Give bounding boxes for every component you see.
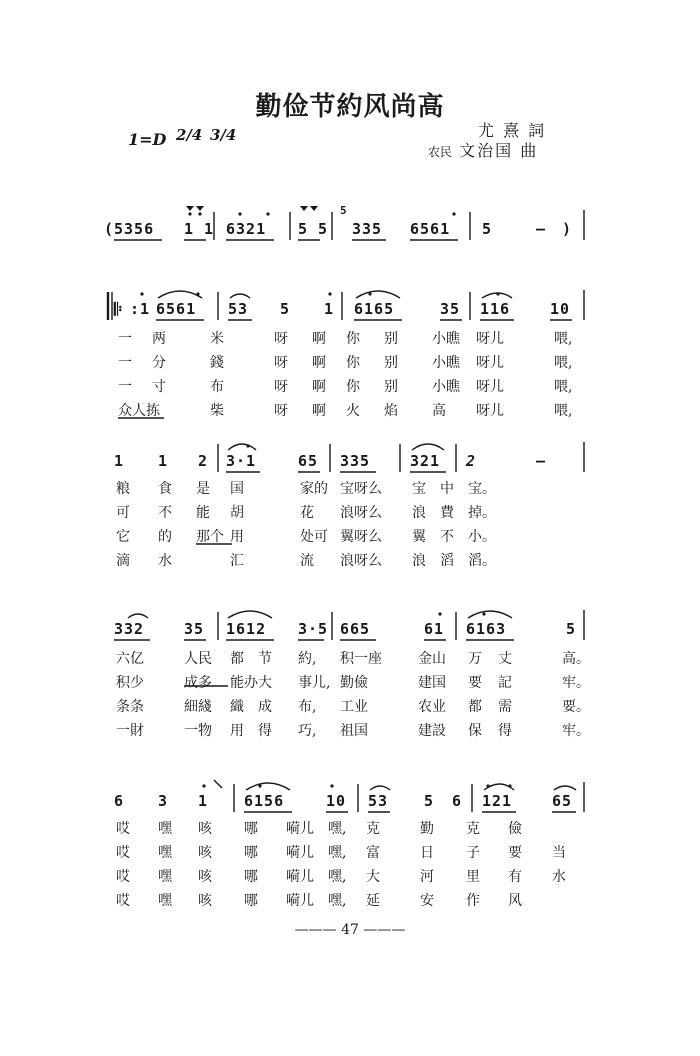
lyric-syllable: 哪 (244, 869, 258, 885)
row1-group-1: :1 (130, 300, 151, 318)
lyric-syllable: 人民 (184, 651, 212, 667)
row4-group-2: 3 (158, 792, 169, 810)
lyric-syllable: 織 (230, 699, 244, 715)
octave-dot (368, 292, 371, 295)
octave-dot (188, 212, 191, 215)
lyric-syllable: 宝。 (468, 481, 496, 497)
row1-group-3: 53 (228, 300, 249, 318)
lyric-syllable: 能办 (230, 675, 258, 691)
lyric-syllable: 細綫 (184, 699, 212, 715)
lyric-syllable: 呀 (274, 379, 288, 395)
lyric-syllable: 滔 (440, 553, 454, 569)
lyric-syllable: 条条 (116, 699, 144, 715)
lyric-syllable: 哎 (116, 845, 130, 861)
slur (412, 444, 444, 450)
octave-dot (246, 444, 249, 447)
lyric-syllable: 哪 (244, 893, 258, 909)
lyric-syllable: 小。 (468, 529, 496, 545)
lyric-syllable: 不 (440, 529, 454, 545)
intro-group-1: 5356 (114, 220, 155, 238)
lyric-syllable: 高 (432, 403, 446, 419)
lyric-syllable: 你 (346, 355, 360, 371)
lyric-syllable: 哪 (244, 821, 258, 837)
lyric-syllable: 呀儿 (476, 331, 504, 347)
lyric-syllable: 宝 (412, 481, 426, 497)
lyric-syllable: 要。 (562, 699, 590, 715)
lyric-syllable: 六亿 (116, 651, 144, 667)
slur (128, 614, 148, 618)
time-signature-a: 2/4 (176, 126, 203, 144)
accent-mark (214, 780, 222, 788)
octave-dot (202, 784, 205, 787)
lyric-syllable: 都 (230, 651, 244, 667)
lyric-syllable: 你 (346, 331, 360, 347)
row4-group-6: 53 (368, 792, 389, 810)
lyric-syllable: 用 (230, 723, 244, 739)
lyric-syllable: 丈 (498, 651, 512, 667)
lyric-syllable: 节 (258, 651, 272, 667)
page-number-rule-left: ——— (294, 922, 337, 938)
lyric-syllable: 記 (498, 675, 512, 691)
fermata-mark (196, 206, 204, 211)
row2-group-7: 321 (410, 452, 441, 470)
lyric-syllable: 哎 (116, 821, 130, 837)
lyric-syllable: 儉 (508, 821, 522, 837)
song-title: 勤俭节約风尚高 (255, 92, 445, 122)
row4-group-4: 6156 (244, 792, 285, 810)
octave-dot (140, 292, 143, 295)
slur (228, 611, 272, 618)
time-signature-b: 3/4 (210, 126, 237, 144)
lyric-syllable: 勤儉 (340, 675, 368, 691)
lyric-syllable: 嘿 (158, 893, 172, 909)
octave-dot (508, 784, 511, 787)
lyric-syllable: 嘿, (328, 869, 347, 885)
lyric-syllable: 嗬儿 (286, 869, 314, 885)
slur (246, 783, 290, 790)
row3-group-4: 3·5 (298, 620, 329, 638)
row3-group-1: 332 (114, 620, 145, 638)
lyric-syllable: 得 (498, 723, 512, 739)
lyric-syllable: 大 (258, 675, 272, 691)
intro-group-5: 335 (352, 220, 383, 238)
lyric-syllable: 水 (158, 553, 172, 569)
lyric-syllable: 日 (420, 845, 434, 861)
lyric-syllable: 一 (118, 355, 132, 371)
lyric-syllable: 有 (508, 869, 522, 885)
lyricist-credit: 尤 熹 詞 (478, 121, 547, 140)
lyric-syllable: 滴 (116, 553, 130, 569)
lyric-syllable: 小瞧 (432, 379, 460, 395)
slur (356, 291, 400, 298)
lyric-syllable: 延 (366, 893, 380, 909)
lyric-syllable: 寸 (152, 379, 166, 395)
lyric-syllable: 宝呀么 (340, 481, 382, 497)
row1-group-9: 10 (550, 300, 571, 318)
key-signature: 1=D (128, 130, 167, 149)
lyric-syllable: 众人拣 (118, 403, 160, 419)
lyric-syllable: 咳 (198, 893, 212, 909)
intro-dash: — (536, 220, 547, 238)
fermata-mark (186, 206, 194, 211)
lyric-syllable: 别 (384, 331, 398, 347)
row2-group-5: 65 (298, 452, 319, 470)
intro-grace-note: 5 (340, 204, 348, 217)
lyric-syllable: 河 (420, 869, 434, 885)
lyric-syllable: 一物 (184, 723, 212, 739)
octave-dot (438, 612, 441, 615)
lyric-syllable: 嘿, (328, 845, 347, 861)
lyric-syllable: 咳 (198, 869, 212, 885)
lyric-syllable: 嘿, (328, 821, 347, 837)
octave-dot (452, 212, 455, 215)
row3-group-5: 665 (340, 620, 371, 638)
octave-dot (258, 784, 261, 787)
fermata-mark (310, 206, 318, 211)
slur (228, 444, 256, 450)
lyric-syllable: 嗬儿 (286, 821, 314, 837)
lyric-syllable: 成 (258, 699, 272, 715)
lyric-syllable: 呀儿 (476, 379, 504, 395)
lyric-syllable: 浪 (412, 505, 426, 521)
octave-dot (496, 292, 499, 295)
lyric-syllable: 滔。 (468, 553, 496, 569)
lyric-syllable: 别 (384, 355, 398, 371)
lyric-syllable: 喂, (554, 331, 573, 347)
page-number-rule-right: ——— (363, 922, 406, 938)
lyric-syllable: 嗬儿 (286, 893, 314, 909)
lyric-syllable: 米 (210, 331, 224, 347)
lyric-syllable: 流 (300, 553, 314, 569)
lyric-syllable: 牢。 (562, 675, 590, 691)
lyric-syllable: 工业 (340, 699, 368, 715)
composer-prefix: 农民 (428, 145, 453, 159)
octave-dot (328, 292, 331, 295)
row1-group-5: 1 (324, 300, 335, 318)
lyric-syllable: 里 (466, 869, 480, 885)
lyric-syllable: 喂, (554, 379, 573, 395)
octave-dot (330, 784, 333, 787)
row2-group-1: 1 (114, 452, 125, 470)
lyric-syllable: 能 (196, 505, 210, 521)
row4-group-5: 10 (326, 792, 347, 810)
lyric-syllable: 别 (384, 379, 398, 395)
lyric-syllable: 翼呀么 (340, 529, 382, 545)
lyric-syllable: 布, (298, 699, 317, 715)
row3-group-6: 61 (424, 620, 445, 638)
composer-name: 文治国 曲 (459, 141, 539, 160)
row4-group-3: 1 (198, 792, 209, 810)
lyric-syllable: 风 (508, 893, 522, 909)
repeat-sign: 𝄆 (114, 300, 124, 320)
row2-dash: — (536, 452, 547, 470)
lyric-syllable: 咳 (198, 821, 212, 837)
lyric-syllable: 喂, (554, 403, 573, 419)
slur (370, 786, 390, 790)
row2-group-8: 2 (466, 452, 477, 470)
lyric-syllable: 子 (466, 845, 480, 861)
lyric-syllable: 啊 (312, 355, 326, 371)
lyric-syllable: 农业 (418, 699, 446, 715)
octave-dot (196, 292, 199, 295)
lyric-syllable: 得 (258, 723, 272, 739)
lyric-syllable: 啊 (312, 379, 326, 395)
row4-group-1: 6 (114, 792, 125, 810)
lyric-syllable: 柴 (210, 403, 224, 419)
row2-group-6: 335 (340, 452, 371, 470)
lyric-syllable: 要 (508, 845, 522, 861)
intro-group-6: 6561 (410, 220, 451, 238)
octave-dot (238, 212, 241, 215)
lyric-syllable: 呀 (274, 355, 288, 371)
lyric-syllable: 咳 (198, 845, 212, 861)
lyric-syllable: 安 (420, 893, 434, 909)
lyric-syllable: 是 (196, 481, 210, 497)
row1-group-4: 5 (280, 300, 291, 318)
intro-open-paren: ( (104, 220, 115, 238)
intro-close-paren: ) (562, 220, 573, 238)
row3-group-8: 5 (566, 620, 577, 638)
row4-group-7: 5 (424, 792, 435, 810)
lyric-syllable: 的 (158, 529, 172, 545)
lyric-syllable: 克 (466, 821, 480, 837)
lyric-syllable: 火 (346, 403, 360, 419)
slur (468, 611, 512, 618)
intro-group-4: 5 5 (298, 220, 329, 238)
lyric-syllable: 嘿 (158, 869, 172, 885)
slur (554, 786, 576, 790)
lyric-syllable: 一 (118, 379, 132, 395)
lyric-syllable: 費 (440, 505, 454, 521)
lyric-syllable: 呀儿 (476, 355, 504, 371)
row1-group-2: 6561 (156, 300, 197, 318)
lyric-syllable: 处可 (300, 529, 328, 545)
lyric-syllable: 浪呀么 (340, 553, 382, 569)
row2-group-3: 2 (198, 452, 209, 470)
row4-group-9: 121 (482, 792, 513, 810)
lyric-syllable: 保 (468, 723, 482, 739)
lyric-syllable: 胡 (230, 505, 244, 521)
lyric-syllable: 事儿, (298, 675, 331, 691)
octave-dot (482, 612, 485, 615)
lyric-syllable: 勤 (420, 821, 434, 837)
lyric-syllable: 建設 (418, 723, 446, 739)
lyric-syllable: 一財 (116, 723, 144, 739)
lyric-syllable: 翼 (412, 529, 426, 545)
lyric-syllable: 家的 (300, 481, 328, 497)
lyric-syllable: 呀 (274, 403, 288, 419)
lyric-syllable: 都 (468, 699, 482, 715)
row3-group-7: 6163 (466, 620, 507, 638)
lyric-syllable: 哎 (116, 893, 130, 909)
lyric-syllable: 喂, (554, 355, 573, 371)
row1-group-6: 6165 (354, 300, 395, 318)
lyric-syllable: 积一座 (340, 651, 382, 667)
row2-group-4: 3·1 (226, 452, 257, 470)
lyric-syllable: 高。 (562, 651, 590, 667)
lyric-syllable: 祖国 (340, 723, 368, 739)
intro-group-7: 5 (482, 220, 493, 238)
lyric-syllable: 克 (366, 821, 380, 837)
lyric-syllable: 巧, (298, 723, 317, 739)
intro-group-3: 6321 (226, 220, 267, 238)
lyric-syllable: 嘿 (158, 845, 172, 861)
lyric-syllable: 富 (366, 845, 380, 861)
lyric-syllable: 汇 (230, 553, 244, 569)
lyric-syllable: 小瞧 (432, 355, 460, 371)
lyric-syllable: 花 (300, 505, 314, 521)
lyric-syllable: 浪 (412, 553, 426, 569)
lyric-syllable: 啊 (312, 331, 326, 347)
lyric-syllable: 牢。 (562, 723, 590, 739)
lyric-syllable: 啊 (312, 403, 326, 419)
lyric-syllable: 建国 (418, 675, 446, 691)
lyric-syllable: 水 (552, 869, 566, 885)
lyric-syllable: 金山 (418, 651, 446, 667)
slur (158, 291, 202, 298)
row3-group-3: 1612 (226, 620, 267, 638)
lyric-syllable: 用 (230, 529, 244, 545)
lyric-syllable: 食 (158, 481, 172, 497)
lyric-syllable: 浪呀么 (340, 505, 382, 521)
lyric-syllable: 两 (152, 331, 166, 347)
row1-group-7: 35 (440, 300, 461, 318)
lyric-syllable: 当 (552, 845, 566, 861)
lyric-syllable: 不 (158, 505, 172, 521)
lyric-syllable: 粮 (116, 481, 130, 497)
lyric-syllable: 哎 (116, 869, 130, 885)
lyric-syllable: 哪 (244, 845, 258, 861)
lyric-syllable: 嗬儿 (286, 845, 314, 861)
row4-group-8: 6 (452, 792, 463, 810)
row3-group-2: 35 (184, 620, 205, 638)
octave-dot (198, 212, 201, 215)
lyric-syllable: 那个 (196, 529, 224, 545)
fermata-mark (300, 206, 308, 211)
lyric-syllable: 嘿, (328, 893, 347, 909)
lyric-syllable: 要 (468, 675, 482, 691)
lyric-syllable: 一 (118, 331, 132, 347)
row4-group-10: 65 (552, 792, 573, 810)
lyric-syllable: 錢 (210, 355, 224, 371)
lyric-syllable: 成多 (184, 675, 212, 691)
lyric-syllable: 嘿 (158, 821, 172, 837)
lyric-syllable: 約, (298, 651, 317, 667)
lyric-syllable: 它 (116, 529, 130, 545)
lyric-syllable: 可 (116, 505, 130, 521)
lyric-syllable: 万 (468, 651, 482, 667)
octave-dot (266, 212, 269, 215)
lyric-syllable: 国 (230, 481, 244, 497)
row2-group-2: 1 (158, 452, 169, 470)
slur (230, 294, 250, 298)
lyric-syllable: 分 (152, 355, 166, 371)
octave-dot (486, 784, 489, 787)
lyric-syllable: 呀 (274, 331, 288, 347)
intro-group-2: 1 1 (184, 220, 215, 238)
lyric-syllable: 小瞧 (432, 331, 460, 347)
lyric-syllable: 你 (346, 379, 360, 395)
row1-group-8: 116 (480, 300, 511, 318)
lyric-syllable: 掉。 (468, 505, 496, 521)
lyric-syllable: 需 (498, 699, 512, 715)
lyric-syllable: 大 (366, 869, 380, 885)
lyric-syllable: 焰 (384, 403, 398, 419)
lyric-syllable: 呀儿 (476, 403, 504, 419)
lyric-syllable: 中 (440, 481, 454, 497)
lyric-syllable: 作 (466, 893, 480, 909)
page-number-value: 47 (341, 922, 359, 938)
lyric-syllable: 积少 (116, 675, 144, 691)
lyric-syllable: 布 (210, 379, 224, 395)
